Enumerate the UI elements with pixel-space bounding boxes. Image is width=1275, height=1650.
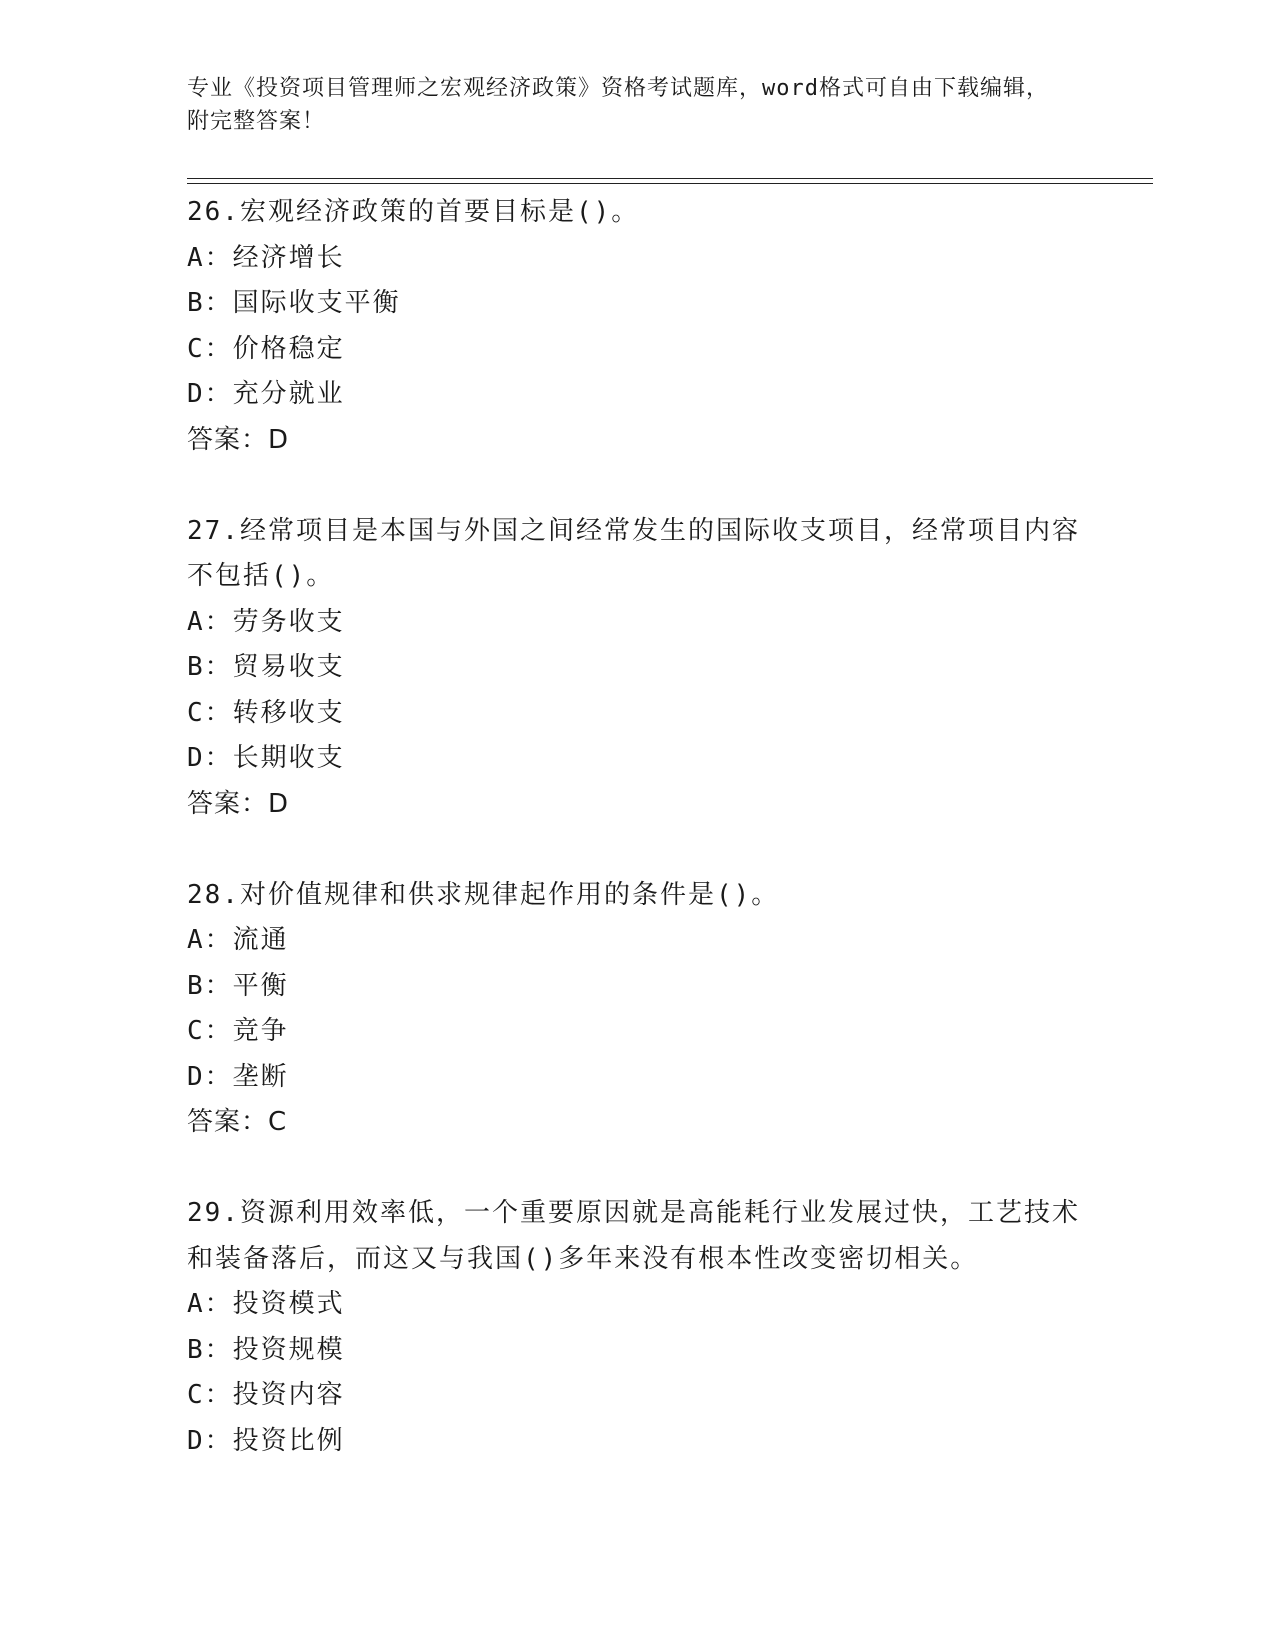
spacer	[187, 1146, 1087, 1192]
option-c: C：竞争	[187, 1016, 289, 1046]
option-a: A：经济增长	[187, 242, 345, 273]
option-d: D：垄断	[187, 1061, 289, 1092]
option-b: B：国际收支平衡	[187, 288, 401, 318]
question-28	[187, 873, 1087, 1146]
spacer	[187, 827, 1087, 873]
header-divider-top	[187, 178, 1153, 179]
option-d: D：投资比例	[187, 1425, 345, 1456]
question-26	[187, 190, 1087, 463]
answer: 答案：D	[187, 788, 290, 819]
answer: 答案：D	[187, 424, 290, 455]
answer: 答案：C	[187, 1107, 288, 1137]
question-text: 26.宏观经济政策的首要目标是()。	[187, 197, 640, 227]
question-text: 28.对价值规律和供求规律起作用的条件是()。	[187, 879, 780, 910]
option-c: C：价格稳定	[187, 333, 345, 364]
question-27	[187, 509, 1087, 828]
option-a: A：劳务收支	[187, 606, 345, 637]
option-a: A：投资模式	[187, 1289, 345, 1319]
option-c: C：转移收支	[187, 697, 345, 728]
spacer	[187, 463, 1087, 509]
question-text: 27.经常项目是本国与外国之间经常发生的国际收支项目，经常项目内容不包括()。	[187, 515, 1080, 591]
option-b: B：投资规模	[187, 1334, 345, 1365]
option-b: B：平衡	[187, 970, 289, 1001]
option-c: C：投资内容	[187, 1380, 345, 1410]
question-29	[187, 1191, 1087, 1464]
question-text: 29.资源利用效率低，一个重要原因就是高能耗行业发展过快，工艺技术和装备落后，而这又与我国()多年来没有根本性改变密切相关。	[187, 1198, 1080, 1274]
header-divider-bottom	[187, 183, 1153, 184]
option-b: B：贸易收支	[187, 652, 345, 682]
question-list	[187, 190, 1087, 1464]
option-d: D：充分就业	[187, 379, 345, 409]
option-a: A：流通	[187, 925, 289, 955]
option-d: D：长期收支	[187, 743, 345, 773]
document-header: 专业《投资项目管理师之宏观经济政策》资格考试题库，word格式可自由下载编辑，附完整答案！	[187, 76, 1049, 134]
